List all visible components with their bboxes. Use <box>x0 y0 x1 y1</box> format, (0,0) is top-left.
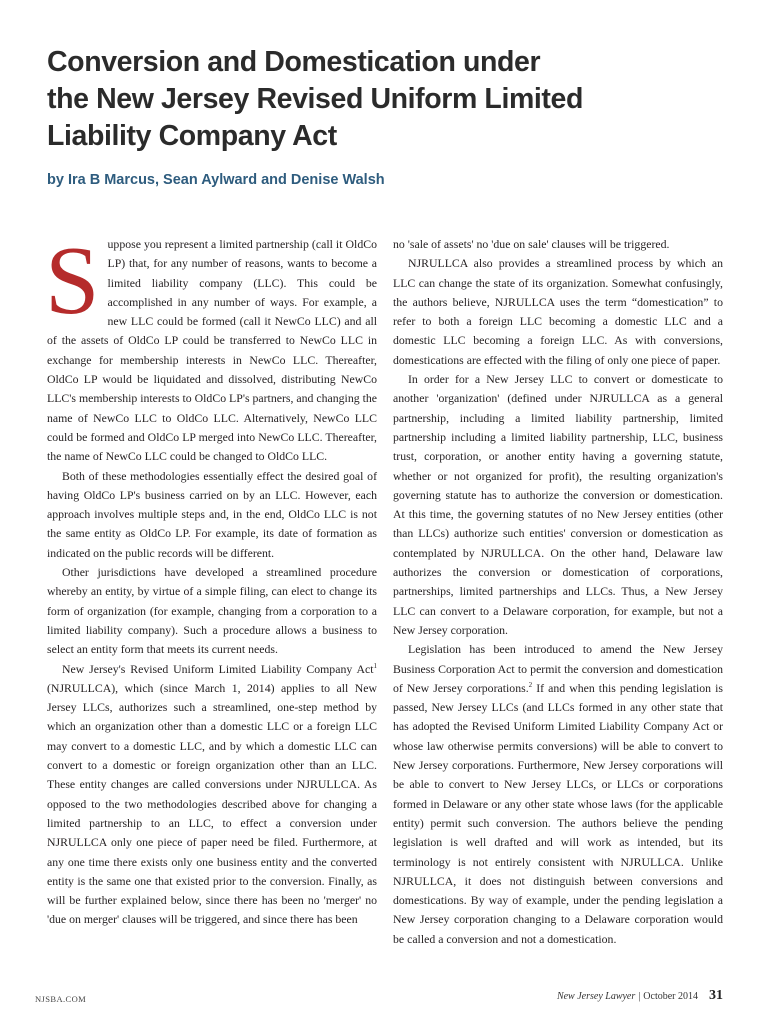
publication-name: New Jersey Lawyer <box>556 991 636 1002</box>
footer-publication-info <box>557 988 723 1004</box>
issue-date: October 2014 <box>643 991 698 1002</box>
paragraph-text: uppose you represent a limited partnership (call it OldCo LP) that, for any number of reasons, wants to become a limited liability company (LLC). This could be accomplished in any number of ways. For example, a new LLC could be formed (call it NewCo LLC) and all of the assets of OldCo LP could be transferred to NewCo LLC in exchange for membership interests in NewCo LLC. Thereafter, OldCo LP would be liquidated and dissolved, distributing NewCo LLC's membership interests to OldCo LP's partners, and changing the name of NewCo LLC to OldCo LLC. Alternatively, NewCo LLC could be formed and OldCo LP merged into NewCo LLC. Thereafter, the name of NewCo LLC could be changed to OldCo LLC. <box>47 237 377 464</box>
page-number: 31 <box>709 988 723 1003</box>
paragraph <box>47 660 377 930</box>
paragraph-text: New Jersey's Revised Uniform Limited Liability Company Act <box>62 661 374 676</box>
title-line: Liability Company Act <box>47 120 337 152</box>
paragraph-text: (NJRULLCA), which (since March 1, 2014) applies to all New Jersey LLCs, authorizes such a streamlined, one-step method by which an organization other than a domestic LLC or a foreign LLC may convert to a domestic LLC, and by which a domestic LLC can convert to a domestic or foreign organization other than an LLC. These entity changes are called conversions under NJRULLCA. As opposed to the two methodologies described above for changing a limited partnership to an LLC, to effect a conversion under NJRULLCA only one piece of paper need be filed. Furthermore, at any one time there exists only one business entity and the converted entity is the same one that existed prior to the conversion. Finally, as will be further explained below, since there has been no 'merger' no 'due on merger' clauses will be triggered, and since there has been <box>47 680 377 927</box>
body-column-right <box>393 235 723 949</box>
paragraph <box>393 640 723 949</box>
title-line: the New Jersey Revised Uniform Limited <box>47 83 583 115</box>
body-column-left <box>45 227 377 930</box>
paragraph: In order for a New Jersey LLC to convert or domesticate to another 'organization' (defined under NJRULLCA as a general partnership, including a limited liability partnership, limited partnership including a limited liability partnership, LLC, business trust, corporation, or another entity having a governing statute, whether or not organized for profit), the resulting organization's governing statute has to authorize the conversion or domestication. At this time, the governing statutes of no New Jersey entities (other than LLCs) authorize such entities' conversion or domestication as contemplated by NJRULLCA. On the other hand, Delaware law authorizes the conversion or domestication of corporations, partnerships, limited partnerships and LLCs. Thus, a New Jersey LLC can convert to a Delaware corporation, for example, but not a New Jersey corporation. <box>393 372 723 637</box>
paragraph: NJRULLCA also provides a streamlined process by which an LLC can change the state of its organization. Somewhat confusingly, the authors believe, NJRULLCA uses the term “domestication” to refer to both a foreign LLC becoming a domestic LLC and a domestic LLC becoming a foreign LLC. As with conversions, domestications are effected with the filing of only one piece of paper. <box>393 256 723 367</box>
title-line: Conversion and Domestication under <box>47 46 541 78</box>
paragraph-text: If and when this pending legislation is passed, New Jersey LLCs (and LLCs formed in any other state that has adopted the Revised Uniform Limited Liability Company Act or whose law otherwise permits conversions) will be able to convert to New Jersey corporations. Furthermore, New Jersey corporations will be able to convert to New Jersey LLCs, or LLCs or corporations formed in Delaware or any other state whose laws (for the applicable entity) permit such conversion. The authors believe the pending legislation is well drafted and will work as intended, but its terminology is not entirely consistent with NJRULLCA. Unlike NJRULLCA, it does not distinguish between conversions and domestications. By way of example, under the pending legislation a New Jersey corporation changing to a Delaware corporation would be called a conversion and not a domestication. <box>393 680 723 946</box>
drop-cap: S <box>45 227 100 335</box>
paragraph: Other jurisdictions have developed a streamlined procedure whereby an entity, by virtue of a simple filing, can elect to change its form of organization (for example, changing from a corporation to a limited liability company). Such a procedure allows a business to select an entity form that meets its current needs. <box>47 565 377 657</box>
paragraph: no 'sale of assets' no 'due on sale' clauses will be triggered. <box>393 237 670 251</box>
paragraph: Both of these methodologies essentially effect the desired goal of having OldCo LP's business carried on by an LLC. However, each approach involves multiple steps and, in the end, OldCo LLC is not the same entity as OldCo LP. For example, its date of formation as indicated on the public records will be different. <box>47 468 377 560</box>
paragraph-text: Legislation has been introduced to amend the New Jersey Business Corporation Act to permit the conversion and domestication of New Jersey corporations. <box>393 642 723 695</box>
paragraph <box>45 227 377 467</box>
byline: by Ira B Marcus, Sean Aylward and Denise Walsh <box>47 172 385 188</box>
footer-site: NJSBA.COM <box>35 994 87 1004</box>
footnote-ref: 1 <box>373 661 377 670</box>
footer-separator: | <box>638 991 641 1002</box>
footnote-ref: 2 <box>528 680 533 689</box>
article-title <box>47 44 687 155</box>
